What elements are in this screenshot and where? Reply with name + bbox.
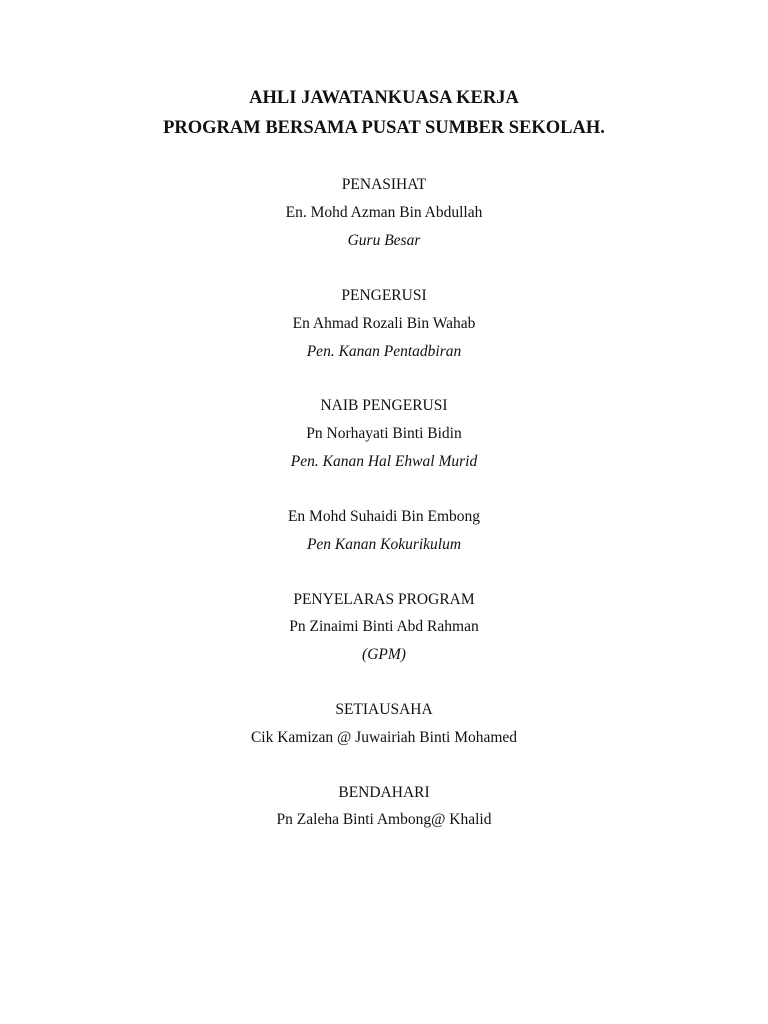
member-name: Pn Norhayati Binti Bidin <box>306 425 462 442</box>
section-heading-penyelaras-program: PENYELARAS PROGRAM <box>293 591 475 608</box>
member-role: Pen Kanan Kokurikulum <box>306 536 462 553</box>
member-name: Pn Zaleha Binti Ambong@ Khalid <box>276 811 492 828</box>
member-name: En Mohd Suhaidi Bin Embong <box>287 508 481 525</box>
member-name: En Ahmad Rozali Bin Wahab <box>292 315 476 332</box>
member-role: Guru Besar <box>347 232 421 249</box>
section-heading-bendahari: BENDAHARI <box>338 784 430 801</box>
document-title-line-1: AHLI JAWATANKUASA KERJA <box>249 88 519 108</box>
section-heading-pengerusi: PENGERUSI <box>341 287 427 304</box>
document-title-line-2: PROGRAM BERSAMA PUSAT SUMBER SEKOLAH. <box>163 118 605 138</box>
member-name: En. Mohd Azman Bin Abdullah <box>285 204 483 221</box>
section-heading-setiausaha: SETIAUSAHA <box>335 701 433 718</box>
member-role: Pen. Kanan Hal Ehwal Murid <box>290 453 478 470</box>
member-role: (GPM) <box>362 646 406 663</box>
member-name: Pn Zinaimi Binti Abd Rahman <box>289 618 479 635</box>
member-name: Cik Kamizan @ Juwairiah Binti Mohamed <box>250 729 518 746</box>
section-heading-naib-pengerusi: NAIB PENGERUSI <box>320 397 448 414</box>
member-role: Pen. Kanan Pentadbiran <box>306 343 462 360</box>
section-heading-penasihat: PENASIHAT <box>341 176 427 193</box>
